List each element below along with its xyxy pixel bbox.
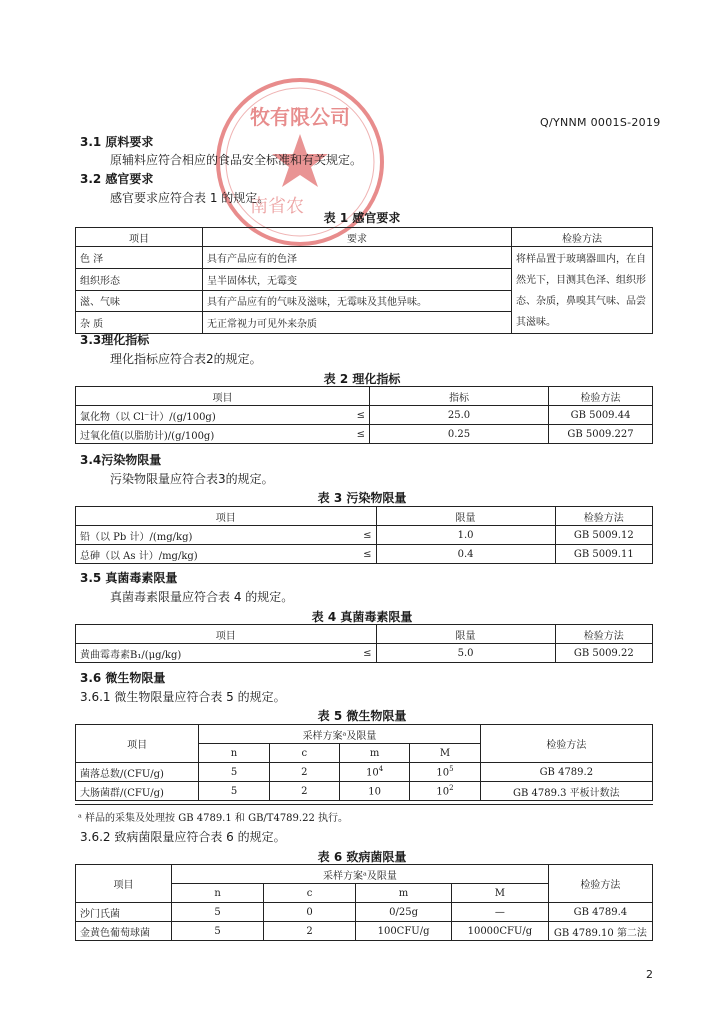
table-header: 检验方法 [512, 228, 653, 247]
M-base: 10 [436, 786, 450, 798]
table-6-caption: 表 6 致病菌限量 [317, 850, 407, 864]
table-header: 检验方法 [548, 865, 652, 903]
table-cell: ≤ [347, 406, 370, 425]
M-exponent: 5 [449, 765, 454, 774]
table-cell: 无正常视力可见外来杂质 [203, 312, 512, 334]
table-cell: 呈半固体状，无霉变 [203, 268, 512, 290]
table-header: 项目 [76, 507, 377, 526]
table-cell: GB 4789.4 [548, 903, 652, 922]
table-cell: 0/25g [356, 903, 452, 922]
table-cell: 铅（以 Pb 计）/(mg/kg) [76, 526, 354, 545]
table-header: 指标 [370, 387, 549, 406]
table-header: 要求 [203, 228, 512, 247]
table-5-footnote: ᵃ 样品的采集及处理按 GB 4789.1 和 GB/T4789.22 执行。 [78, 813, 348, 824]
table-subheader: n [172, 884, 264, 903]
table-cell: 2 [269, 782, 339, 801]
section-3-6-title: 3.6 微生物限量 [80, 671, 166, 685]
table-5-caption: 表 5 微生物限量 [317, 709, 407, 723]
table-1-caption: 表 1 感官要求 [323, 211, 401, 225]
section-3-5-body: 真菌毒素限量应符合表 4 的规定。 [110, 590, 294, 604]
table-header: 项目 [76, 625, 377, 644]
table-header: 检验方法 [480, 725, 652, 763]
table-header: 检验方法 [555, 507, 652, 526]
table-header: 采样方案ᵃ及限量 [199, 725, 480, 744]
table-cell: 1.0 [376, 526, 555, 545]
table-header: 限量 [376, 625, 555, 644]
section-3-1-title: 3.1 原料要求 [80, 135, 154, 149]
table-cell: ≤ [354, 644, 377, 663]
table-cell: ≤ [347, 425, 370, 444]
table-cell: GB 5009.12 [555, 526, 652, 545]
section-3-1-body: 原辅料应符合相应的食品安全标准和有关规定。 [110, 153, 363, 167]
table-cell: ≤ [354, 526, 377, 545]
table-header: 项目 [76, 228, 203, 247]
table-cell: 0 [264, 903, 356, 922]
table-5-microbial [75, 724, 653, 801]
table-cell: 总砷（以 As 计）/mg/kg) [76, 545, 354, 564]
table-cell: GB 4789.3 平板计数法 [480, 782, 652, 801]
table-subheader: m [340, 744, 410, 763]
table-4-caption: 表 4 真菌毒素限量 [311, 610, 413, 624]
table-cell: 大肠菌群/(CFU/g) [76, 782, 199, 801]
table-subheader: m [356, 884, 452, 903]
table-cell: GB 5009.22 [555, 644, 652, 663]
footnote-rule [75, 804, 653, 805]
table-6-pathogens [75, 864, 653, 941]
table-cell [340, 763, 410, 782]
table-subheader: M [451, 884, 548, 903]
table-cell: GB 4789.2 [480, 763, 652, 782]
table-cell: GB 5009.227 [549, 425, 653, 444]
table-cell: 25.0 [370, 406, 549, 425]
section-3-4-body: 污染物限量应符合表3的规定。 [110, 472, 274, 486]
table-header: 限量 [376, 507, 555, 526]
table-cell: 菌落总数/(CFU/g) [76, 763, 199, 782]
table-4-mycotoxins [75, 624, 653, 663]
table-cell: 组织形态 [76, 268, 203, 290]
M-exponent: 2 [449, 784, 454, 793]
table-2-caption: 表 2 理化指标 [323, 372, 401, 386]
table-cell: GB 5009.11 [555, 545, 652, 564]
table-cell: 10000CFU/g [451, 922, 548, 941]
table-subheader: c [269, 744, 339, 763]
table-cell: GB 5009.44 [549, 406, 653, 425]
page-number: 2 [646, 968, 653, 981]
table-cell: 5 [172, 922, 264, 941]
section-3-2-title: 3.2 感官要求 [80, 172, 154, 186]
table-2-physicochemical [75, 386, 653, 444]
table-3-contaminants [75, 506, 653, 564]
table-cell: 氯化物（以 Cl⁻计）/(g/100g) [76, 406, 348, 425]
section-3-3-title: 3.3理化指标 [80, 333, 150, 347]
table-cell: 5 [172, 903, 264, 922]
table-cell: 100CFU/g [356, 922, 452, 941]
table-1-sensory [75, 227, 653, 334]
section-3-6-2-body: 3.6.2 致病菌限量应符合表 6 的规定。 [80, 830, 286, 844]
table-cell: 黄曲霉毒素B₁/(μg/kg) [76, 644, 354, 663]
table-cell: 5 [199, 763, 269, 782]
table-cell: 2 [269, 763, 339, 782]
table-cell: 过氧化值(以脂肪计)/(g/100g) [76, 425, 348, 444]
table-cell: 具有产品应有的色泽 [203, 247, 512, 269]
table-cell: 5.0 [376, 644, 555, 663]
table-cell-method: 将样品置于玻璃器皿内，在自然光下，目测其色泽、组织形态、杂质，鼻嗅其气味、品尝其滋味。 [512, 247, 653, 334]
table-header: 检验方法 [549, 387, 653, 406]
table-cell: — [451, 903, 548, 922]
table-cell: ≤ [354, 545, 377, 564]
section-3-6-1-body: 3.6.1 微生物限量应符合表 5 的规定。 [80, 690, 286, 704]
svg-text:牧有限公司: 牧有限公司 [250, 105, 350, 129]
table-cell: 0.25 [370, 425, 549, 444]
table-cell: 金黄色葡萄球菌 [76, 922, 172, 941]
m-exponent: 4 [378, 765, 384, 774]
table-subheader: c [264, 884, 356, 903]
table-cell: 沙门氏菌 [76, 903, 172, 922]
table-header: 项目 [76, 387, 370, 406]
table-cell: GB 4789.10 第二法 [548, 922, 652, 941]
m-base: 10 [366, 767, 379, 779]
table-cell [340, 782, 410, 801]
section-3-4-title: 3.4污染物限量 [80, 453, 162, 467]
svg-text:南省农: 南省农 [250, 196, 304, 217]
M-base: 10 [436, 767, 450, 779]
table-subheader: M [410, 744, 480, 763]
table-header: 项目 [76, 725, 199, 763]
section-3-2-body: 感官要求应符合表 1 的规定。 [110, 191, 270, 205]
table-cell [410, 782, 480, 801]
table-cell [410, 763, 480, 782]
table-cell: 2 [264, 922, 356, 941]
table-cell: 0.4 [376, 545, 555, 564]
table-subheader: n [199, 744, 269, 763]
table-cell: 杂 质 [76, 312, 203, 334]
table-header: 项目 [76, 865, 172, 903]
section-3-3-body: 理化指标应符合表2的规定。 [110, 352, 262, 366]
table-cell: 滋、气味 [76, 290, 203, 312]
m-base: 10 [368, 786, 382, 798]
table-header: 采样方案ᵃ及限量 [172, 865, 549, 884]
table-cell: 5 [199, 782, 269, 801]
standard-number: Q/YNNM 0001S-2019 [540, 116, 661, 129]
table-cell: 色 泽 [76, 247, 203, 269]
table-3-caption: 表 3 污染物限量 [317, 491, 407, 505]
table-header: 检验方法 [555, 625, 652, 644]
section-3-5-title: 3.5 真菌毒素限量 [80, 571, 178, 585]
table-cell: 具有产品应有的气味及滋味，无霉味及其他异味。 [203, 290, 512, 312]
